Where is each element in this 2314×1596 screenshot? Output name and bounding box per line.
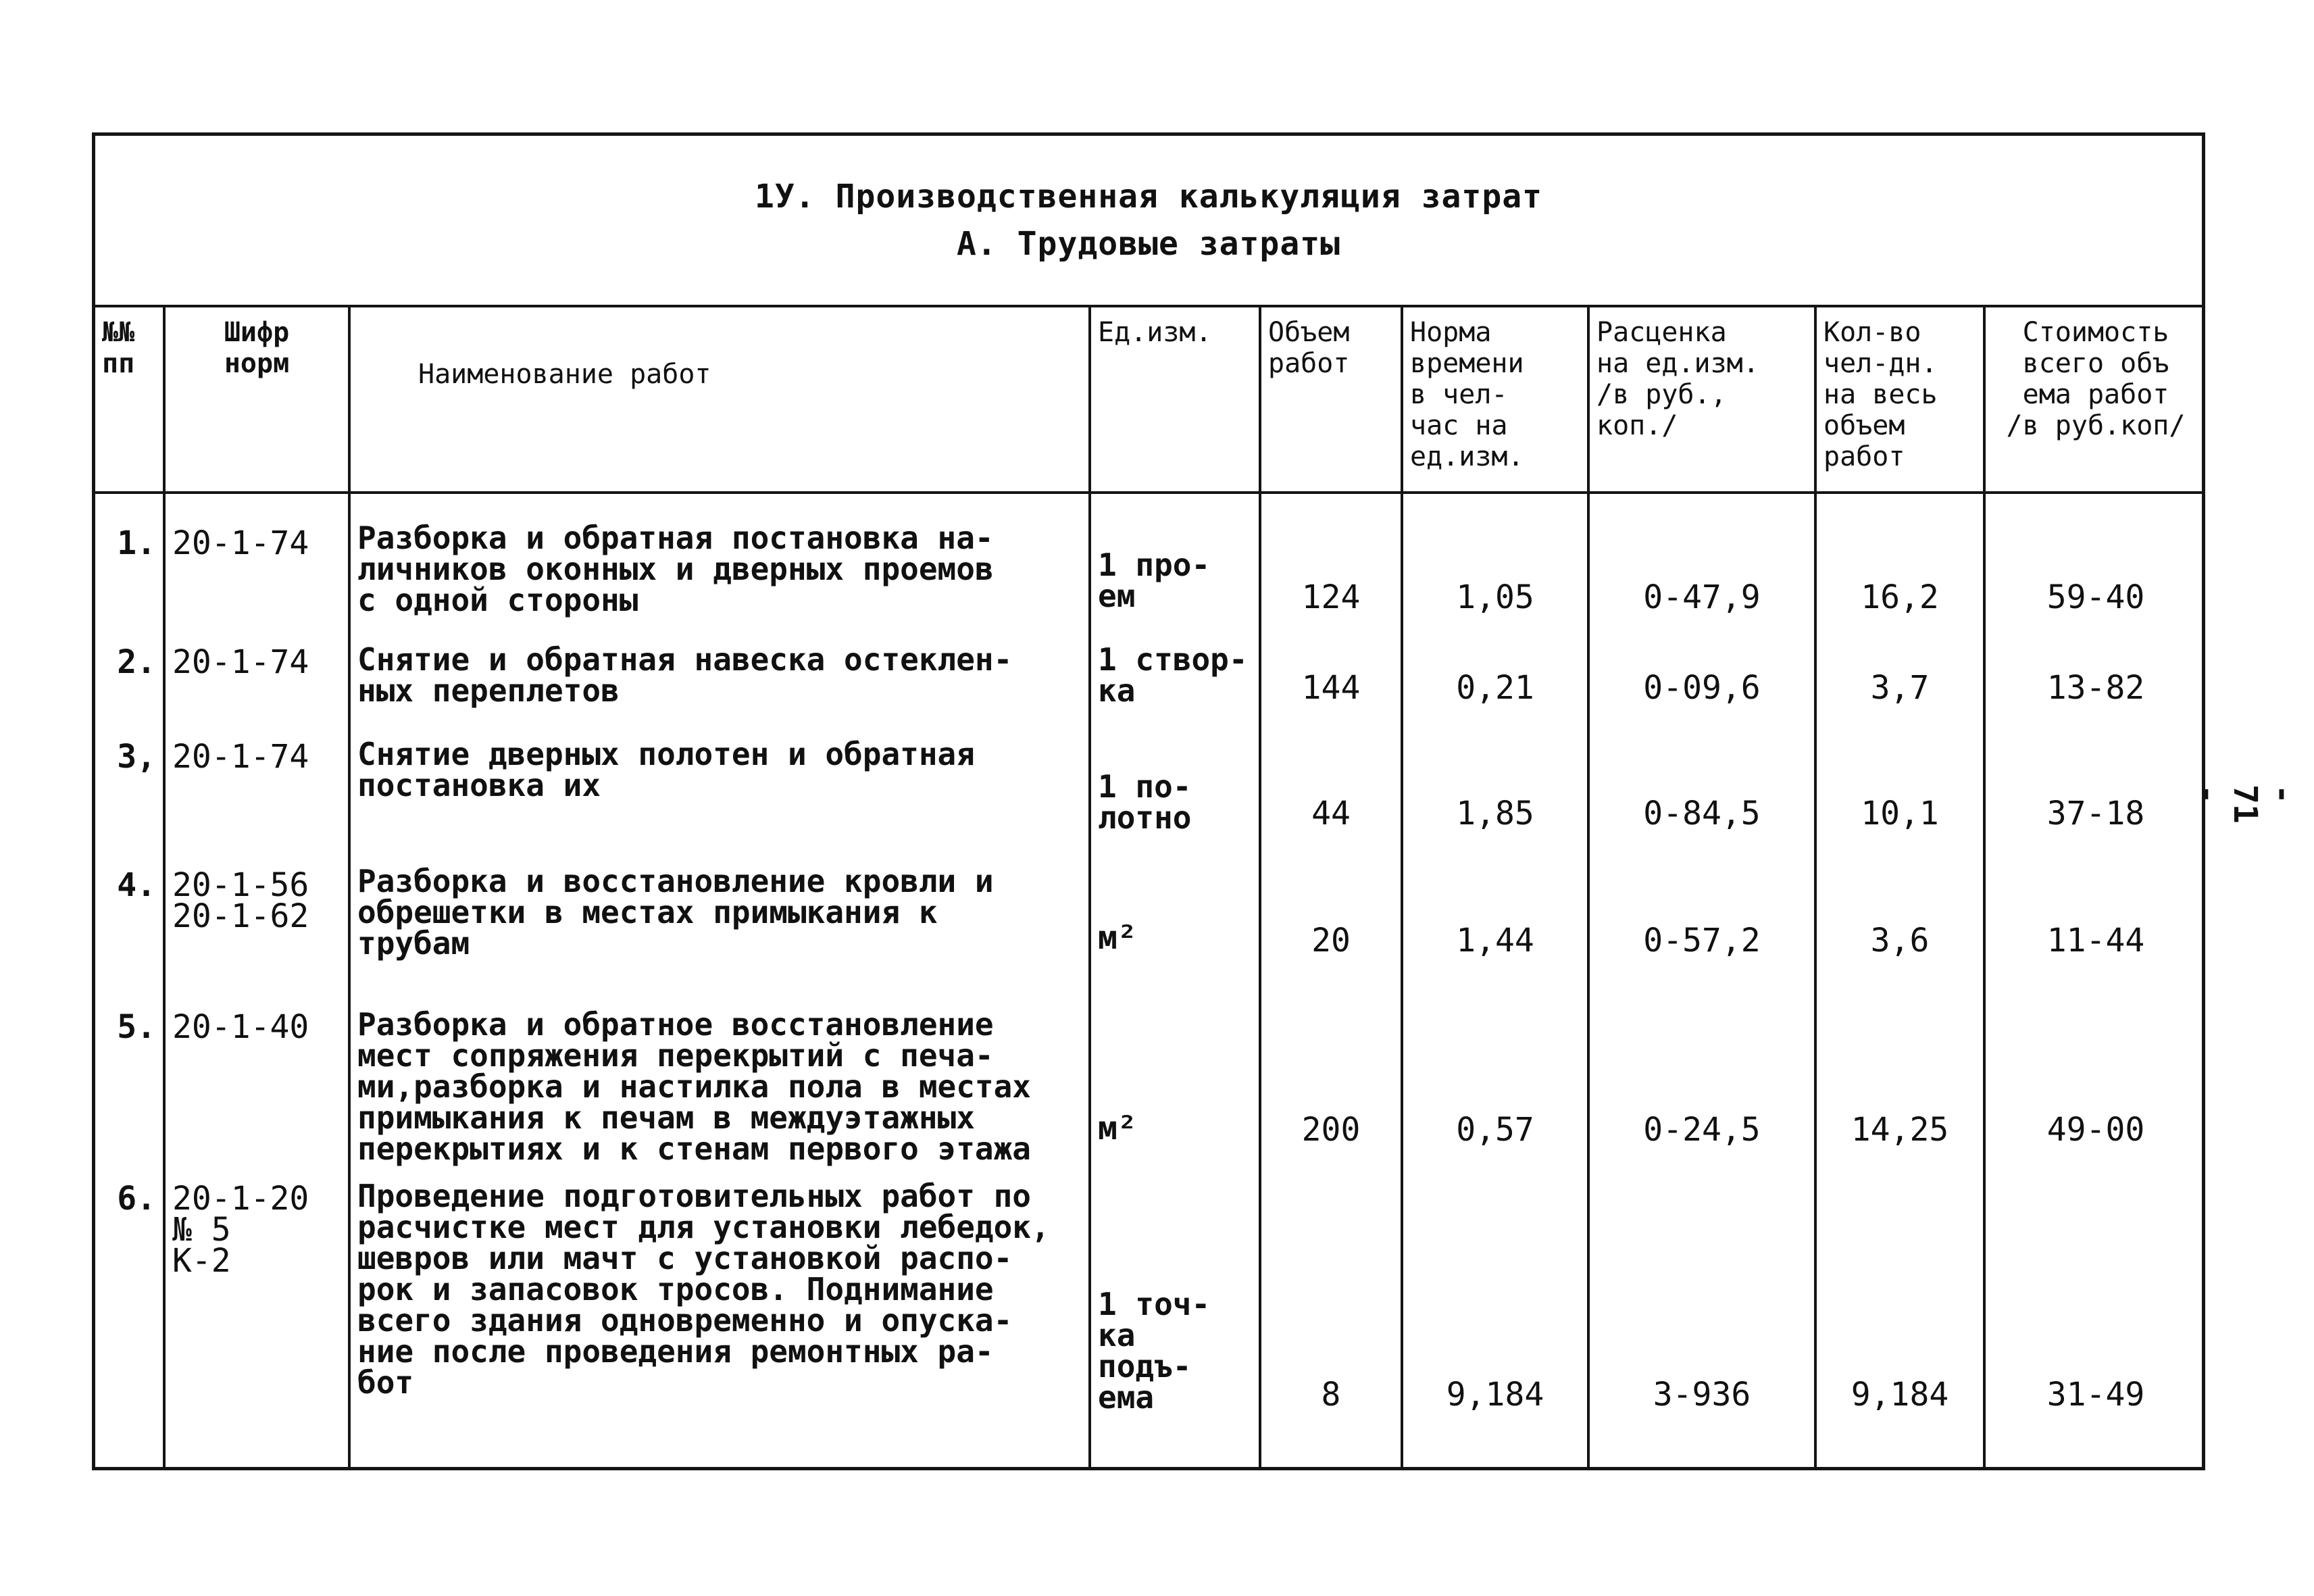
row-3-number: 3, bbox=[117, 738, 156, 776]
row-4-volume: 20 bbox=[1311, 922, 1351, 959]
row-6-code: 20-1-20 № 5 К-2 bbox=[172, 1180, 309, 1280]
row-1-number: 1. bbox=[117, 524, 156, 562]
row-1-code: 20-1-74 bbox=[172, 524, 309, 562]
row-3-volume: 44 bbox=[1311, 795, 1351, 832]
row-2-rate: 0-09,6 bbox=[1643, 669, 1761, 707]
row-6-man-days: 9,184 bbox=[1851, 1376, 1949, 1414]
header-time-norm: Норма времени в чел- час на ед.изм. bbox=[1410, 317, 1524, 472]
row-2-man-days: 3,7 bbox=[1870, 669, 1930, 707]
row-6-unit: 1 точ- ка подъ- ема bbox=[1098, 1286, 1211, 1416]
row-2-unit: 1 створ- ка bbox=[1098, 641, 1248, 709]
row-2-code: 20-1-74 bbox=[172, 643, 309, 681]
row-4-rate: 0-57,2 bbox=[1643, 922, 1761, 959]
row-1-volume: 124 bbox=[1301, 578, 1361, 616]
header-work-name: Наименование работ bbox=[418, 359, 711, 390]
row-2-time-norm: 0,21 bbox=[1456, 669, 1534, 707]
row-4-work-name: Разборка и восстановление кровли и обрешетки в местах примыкания к трубам bbox=[357, 863, 994, 962]
row-4-code: 20-1-56 20-1-62 bbox=[172, 866, 309, 935]
header-rate: Расценка на ед.изм. /в руб., коп./ bbox=[1596, 317, 1759, 441]
subsection-title: А. Трудовые затраты bbox=[956, 225, 1341, 263]
row-4-total-cost: 11-44 bbox=[2046, 922, 2145, 959]
row-4-man-days: 3,6 bbox=[1870, 922, 1930, 959]
row-3-total-cost: 37-18 bbox=[2046, 795, 2145, 832]
row-1-unit: 1 про- ем bbox=[1098, 547, 1211, 614]
row-5-time-norm: 0,57 bbox=[1456, 1111, 1534, 1149]
row-3-work-name: Снятие дверных полотен и обратная постановка их bbox=[357, 736, 975, 803]
row-3-man-days: 10,1 bbox=[1861, 795, 1939, 832]
row-5-code: 20-1-40 bbox=[172, 1008, 309, 1046]
row-1-time-norm: 1,05 bbox=[1456, 578, 1534, 616]
row-4-unit: м² bbox=[1098, 919, 1137, 957]
header-divider bbox=[95, 491, 2202, 494]
row-2-total-cost: 13-82 bbox=[2046, 669, 2145, 707]
calculation-table-frame bbox=[92, 132, 2205, 1470]
row-5-volume: 200 bbox=[1301, 1111, 1361, 1149]
row-5-man-days: 14,25 bbox=[1851, 1111, 1949, 1149]
row-6-total-cost: 31-49 bbox=[2046, 1376, 2145, 1414]
row-4-time-norm: 1,44 bbox=[1456, 922, 1534, 959]
header-volume: Объем работ bbox=[1268, 317, 1350, 379]
row-5-total-cost: 49-00 bbox=[2046, 1111, 2145, 1149]
page-number: - 71 - bbox=[2188, 784, 2302, 824]
row-1-work-name: Разборка и обратная постановка на- личников оконных и дверных проемов с одной стороны bbox=[357, 520, 994, 618]
row-1-man-days: 16,2 bbox=[1861, 578, 1939, 616]
header-man-days: Кол-во чел-дн. на весь объем работ bbox=[1823, 317, 1938, 472]
row-6-volume: 8 bbox=[1321, 1376, 1341, 1414]
row-2-number: 2. bbox=[117, 643, 156, 681]
row-6-number: 6. bbox=[117, 1180, 156, 1218]
row-3-time-norm: 1,85 bbox=[1456, 795, 1534, 832]
row-3-unit: 1 по- лотно bbox=[1098, 768, 1192, 836]
row-2-work-name: Снятие и обратная навеска остеклен- ных переплетов bbox=[357, 641, 1013, 709]
header-row-number: №№ пп bbox=[102, 317, 135, 379]
row-3-code: 20-1-74 bbox=[172, 738, 309, 776]
row-1-rate: 0-47,9 bbox=[1643, 578, 1761, 616]
row-5-number: 5. bbox=[117, 1008, 156, 1046]
row-5-rate: 0-24,5 bbox=[1643, 1111, 1761, 1149]
row-6-work-name: Проведение подготовительных работ по расчистке мест для установки лебедок, шевров или мачт с установкой распо- рок и запасовок тросов. Поднимание всего здания одновременно и опуска- ние после проведения ремонтных ра- бот bbox=[357, 1178, 1050, 1401]
row-2-volume: 144 bbox=[1301, 669, 1361, 707]
row-1-total-cost: 59-40 bbox=[2046, 578, 2145, 616]
row-5-unit: м² bbox=[1098, 1109, 1137, 1147]
row-6-rate: 3-936 bbox=[1653, 1376, 1751, 1414]
header-total-cost: Стоимость всего объ ема работ /в руб.коп/ bbox=[2006, 317, 2186, 441]
row-5-work-name: Разборка и обратное восстановление мест сопряжения перекрытий с печа- ми,разборка и настилка пола в местах примыкания к печам в междуэтажных перекрытиях и к стенам первого этажа bbox=[357, 1006, 1031, 1167]
table-title-block bbox=[95, 136, 2202, 307]
section-title: 1У. Производственная калькуляция затрат bbox=[754, 178, 1543, 216]
row-3-rate: 0-84,5 bbox=[1643, 795, 1761, 832]
row-6-time-norm: 9,184 bbox=[1446, 1376, 1544, 1414]
row-4-number: 4. bbox=[117, 866, 156, 904]
header-unit: Ед.изм. bbox=[1098, 317, 1212, 348]
header-norm-code: Шифр норм bbox=[224, 317, 290, 379]
